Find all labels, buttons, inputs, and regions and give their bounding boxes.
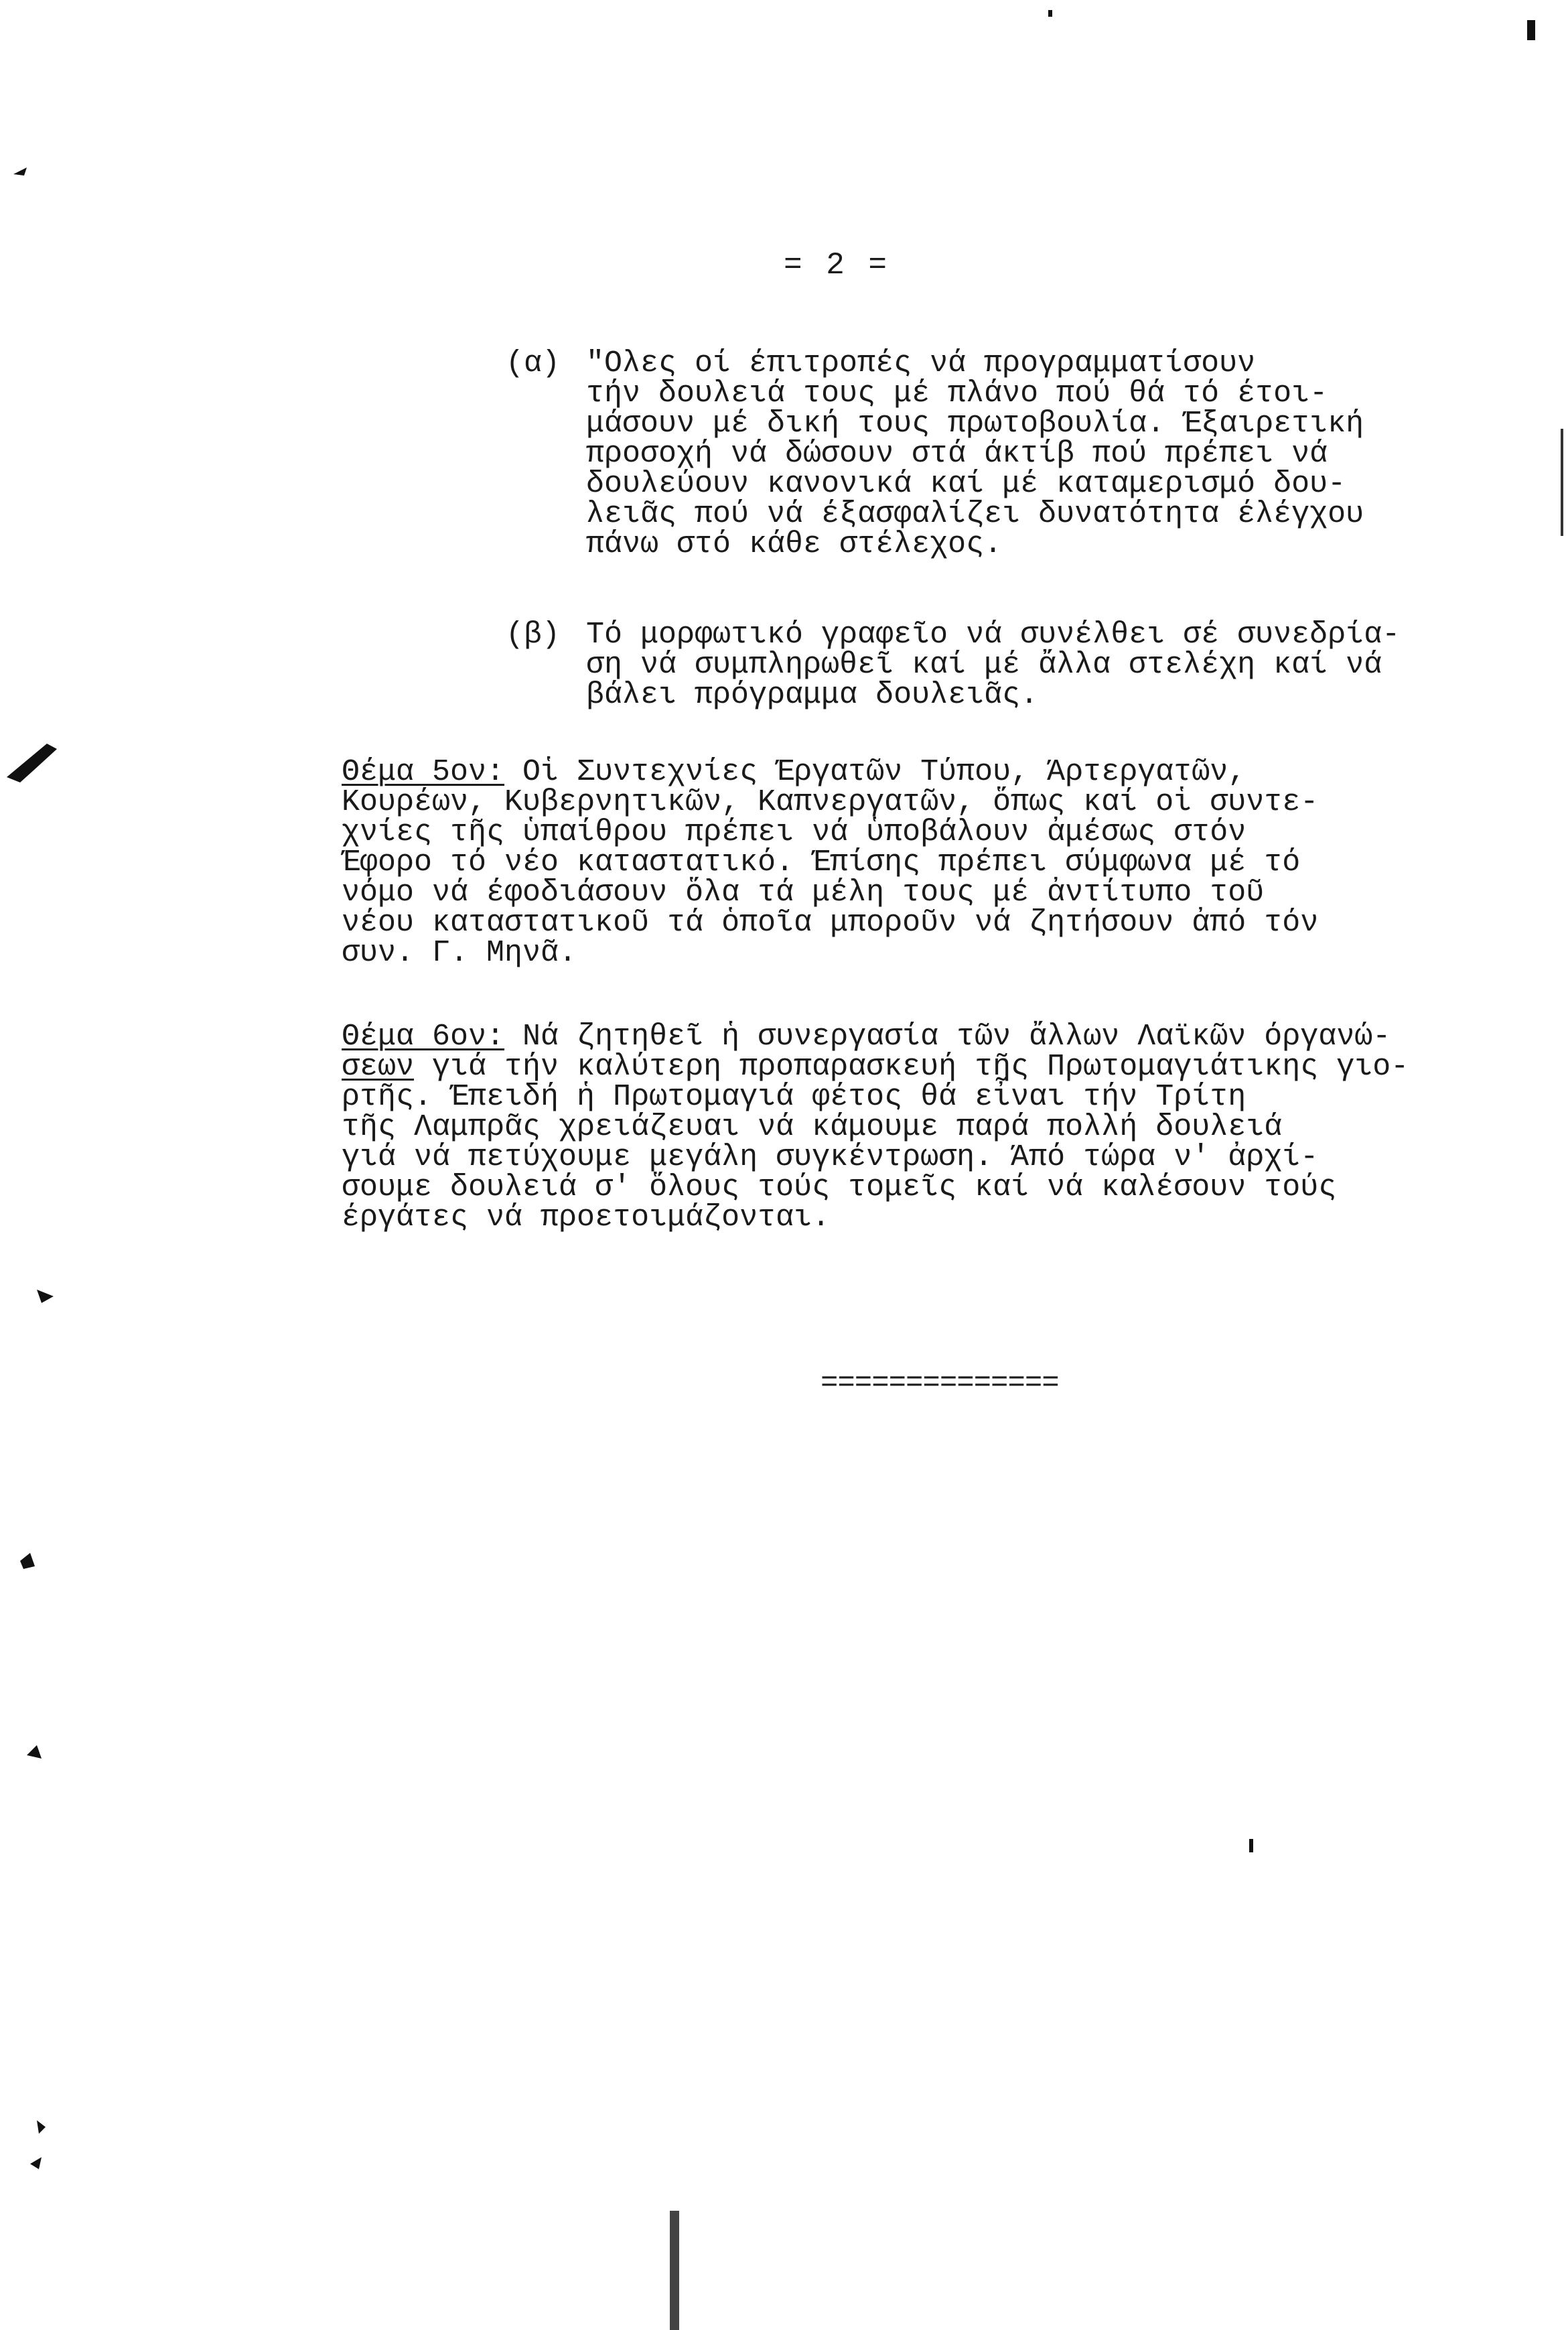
topic-6-heading: Θέμα 6ον:: [342, 1020, 505, 1054]
item-a-line: μάσουν μέ δική τους πρωτοβουλία. Έξαιρετική: [586, 407, 1364, 441]
item-a-line: πάνω στό κάθε στέλεχος.: [586, 527, 1003, 561]
topic-5-line: νέου καταστατικοῦ τά ὁποῖα μποροῦν νά ζητήσουν ἀπό τόν: [342, 906, 1319, 940]
topic-5-line: συν. Γ. Μηνᾶ.: [342, 936, 577, 970]
item-a-line: δουλεύουν κανονικά καί μέ καταμερισμό δου-: [586, 467, 1346, 501]
topic-6-line: ρτῆς. Έπειδή ἡ Πρωτομαγιά φέτος θά εἶναι τήν Τρίτη: [342, 1080, 1246, 1114]
topic-5: [0, 757, 1568, 968]
topic-6-second-line: [0, 1052, 1568, 1082]
ink-speck: [1249, 1839, 1253, 1852]
ink-speck: [1048, 10, 1052, 17]
topic-5-line: Κουρέων, Κυβερνητικῶν, Καπνεργατῶν, ὅπως καί οἱ συντε-: [342, 785, 1319, 819]
ink-speck: [37, 2120, 46, 2134]
item-a-line: "Ολες οί έπιτροπές νά προγραμματίσουν: [586, 346, 1256, 381]
item-b-line: βάλει πρόγραμμα δουλειᾶς.: [586, 678, 1039, 712]
scan-edge: [670, 2211, 679, 2330]
topic-6-second-line-text: γιά τήν καλύτερη προπαρασκευή τῆς Πρωτομαγιάτικης γιο-: [414, 1050, 1409, 1084]
item-a-line: προσοχή νά δώσουν στά άκτίβ πού πρέπει νά: [586, 437, 1328, 471]
ink-speck: [20, 1553, 35, 1569]
topic-5-heading: Θέμα 5ον:: [342, 755, 505, 789]
item-b-line: ση νά συμπληρωθεῖ καί μέ ἄλλα στελέχη καί νά: [586, 648, 1382, 682]
item-b-marker: (β): [506, 618, 561, 652]
topic-6: [0, 1022, 1568, 1233]
item-a: [0, 348, 1568, 559]
topic-6-line: γιά νά πετύχουμε μεγάλη συγκέντρωση. Άπό τώρα ν' ἀρχί-: [342, 1140, 1319, 1174]
page-number: = 2 =: [784, 248, 890, 283]
topic-5-first-line: [0, 757, 1568, 787]
topic-6-second-heading: σεων: [342, 1050, 415, 1084]
section-separator: ==============: [821, 1367, 1059, 1400]
topic-6-line: σουμε δουλειά σ' ὅλους τούς τομεῖς καί νά καλέσουν τούς: [342, 1170, 1337, 1205]
ink-speck: [13, 167, 27, 176]
topic-5-line: Έφορο τό νέο καταστατικό. Έπίσης πρέπει σύμφωνα μέ τό: [342, 845, 1301, 880]
topic-6-first-line: [0, 1022, 1568, 1052]
ink-speck: [1527, 20, 1535, 40]
topic-6-line: τῆς Λαμπρᾶς χρειάζευαι νά κάμουμε παρά πολλή δουλειά: [342, 1110, 1283, 1144]
topic-5-first-line-text: Οἱ Συντεχνίες Έργατῶν Τύπου, Άρτεργατῶν,: [504, 755, 1246, 789]
ink-speck: [30, 2157, 42, 2169]
item-a-line: λειᾶς πού νά έξασφαλίζει δυνατότητα έλέγχου: [586, 497, 1364, 531]
item-b: [0, 620, 1568, 710]
item-a-line: τήν δουλειά τους μέ πλάνο πού θά τό έτοι-: [586, 376, 1328, 411]
topic-5-line: νόμο νά έφοδιάσουν ὅλα τά μέλη τους μέ ἀντίτυπο τοῦ: [342, 876, 1265, 910]
item-b-line: Τό μορφωτικό γραφεῖο νά συνέλθει σέ συνεδρία-: [586, 618, 1401, 652]
ink-speck: [27, 1745, 42, 1759]
topic-5-line: χνίες τῆς ὑπαίθρου πρέπει νά ὑποβάλουν ἀμέσως στόν: [342, 815, 1246, 849]
item-a-marker: (α): [506, 346, 561, 381]
topic-6-first-line-text: Νά ζητηθεῖ ἡ συνεργασία τῶν ἄλλων Λαϊκῶν όργανώ-: [504, 1020, 1391, 1054]
topic-6-line: έργάτες νά προετοιμάζονται.: [342, 1201, 831, 1235]
ink-speck: [37, 1290, 54, 1303]
